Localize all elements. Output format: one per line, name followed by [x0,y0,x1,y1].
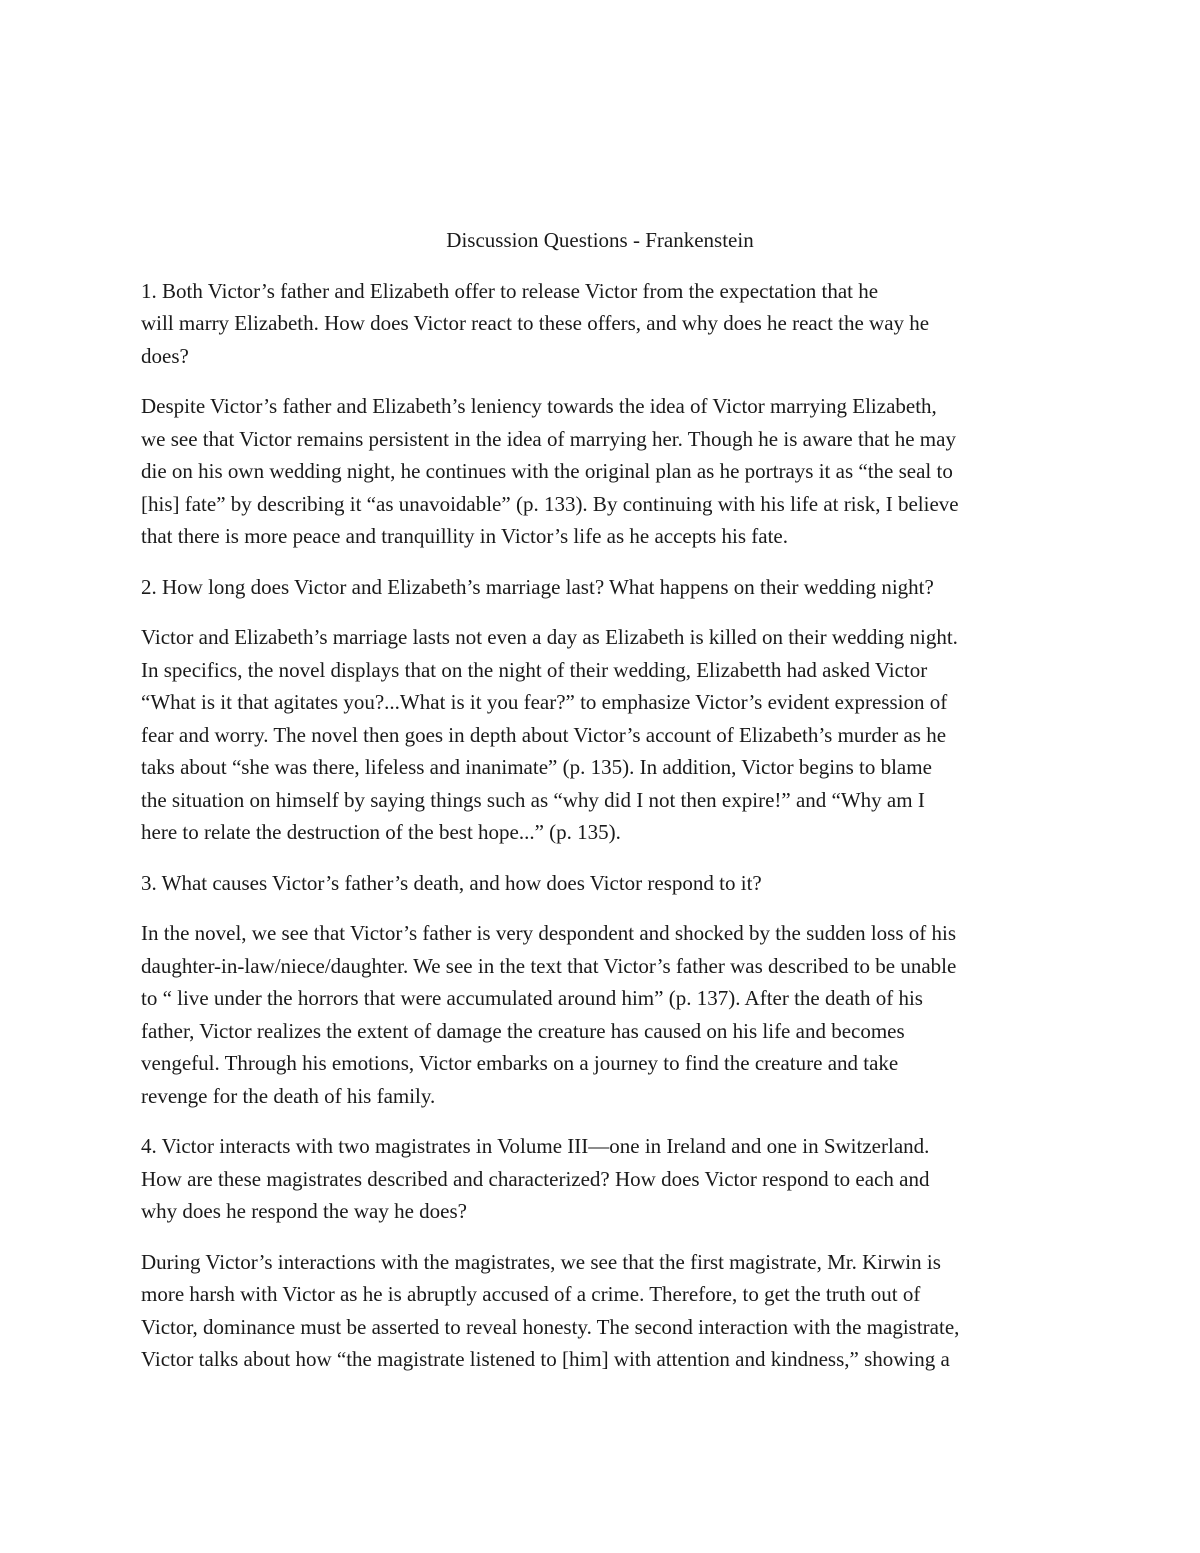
question-2: 2. How long does Victor and Elizabeth’s marriage last? What happens on their wedding night? [141,574,934,599]
answer-3: In the novel, we see that Victor’s father is very despondent and shocked by the sudden loss of his daughter-in-law/niece/daughter. We see in the text that Victor’s father was described to be unable to “ live under the horrors that were accumulated around him” (p. 137). After the death of his father, Victor realizes the extent of damage the creature has caused on his life and becomes vengeful. Through his emotions, Victor embarks on a journey to find the creature and take revenge for the death of his family. [141,921,957,1108]
answer-4: During Victor’s interactions with the magistrates, we see that the first magistrate, Mr. Kirwin is more harsh with Victor as he is abruptly accused of a crime. Therefore, to get the truth out of Victor, dominance must be asserted to reveal honesty. The second interaction with the magistrate, Victor talks about how “the magistrate listened to [him] with attention and kindness,” showing a [141,1249,960,1371]
document-title: Discussion Questions - Frankenstein [446,228,754,252]
question-4: 4. Victor interacts with two magistrates in Volume III—one in Ireland and one in Switzerland. How are these magistrates described and characterized? How does Victor respond to each and why does he respond the way he does? [141,1134,930,1223]
question-3: 3. What causes Victor’s father’s death, and how does Victor respond to it? [141,870,762,895]
question-1: 1. Both Victor’s father and Elizabeth offer to release Victor from the expectation that he will marry Elizabeth. How does Victor react to these offers, and why does he react the way he does? [141,278,930,368]
document-body [141,224,1059,1394]
answer-2: Victor and Elizabeth’s marriage lasts not even a day as Elizabeth is killed on their wedding night. In specifics, the novel displays that on the night of their wedding, Elizabetth had asked Victor “What is it that agitates you?...What is it you fear?” to emphasize Victor’s evident expression of fear and worry. The novel then goes in depth about Victor’s account of Elizabeth’s murder as he taks about “she was there, lifeless and inanimate” (p. 135). In addition, Victor begins to blame the situation on himself by saying things such as “why did I not then expire!” and “Why am I here to relate the destruction of the best hope...” (p. 135). [141,625,958,844]
answer-1: Despite Victor’s father and Elizabeth’s leniency towards the idea of Victor marrying Elizabeth, we see that Victor remains persistent in the idea of marrying her. Though he is aware that he may die on his own wedding night, he continues with the original plan as he portrays it as “the seal to [his] fate” by describing it “as unavoidable” (p. 133). By continuing with his life at risk, I believe that there is more peace and tranquillity in Victor’s life as he accepts his fate. [141,394,959,548]
